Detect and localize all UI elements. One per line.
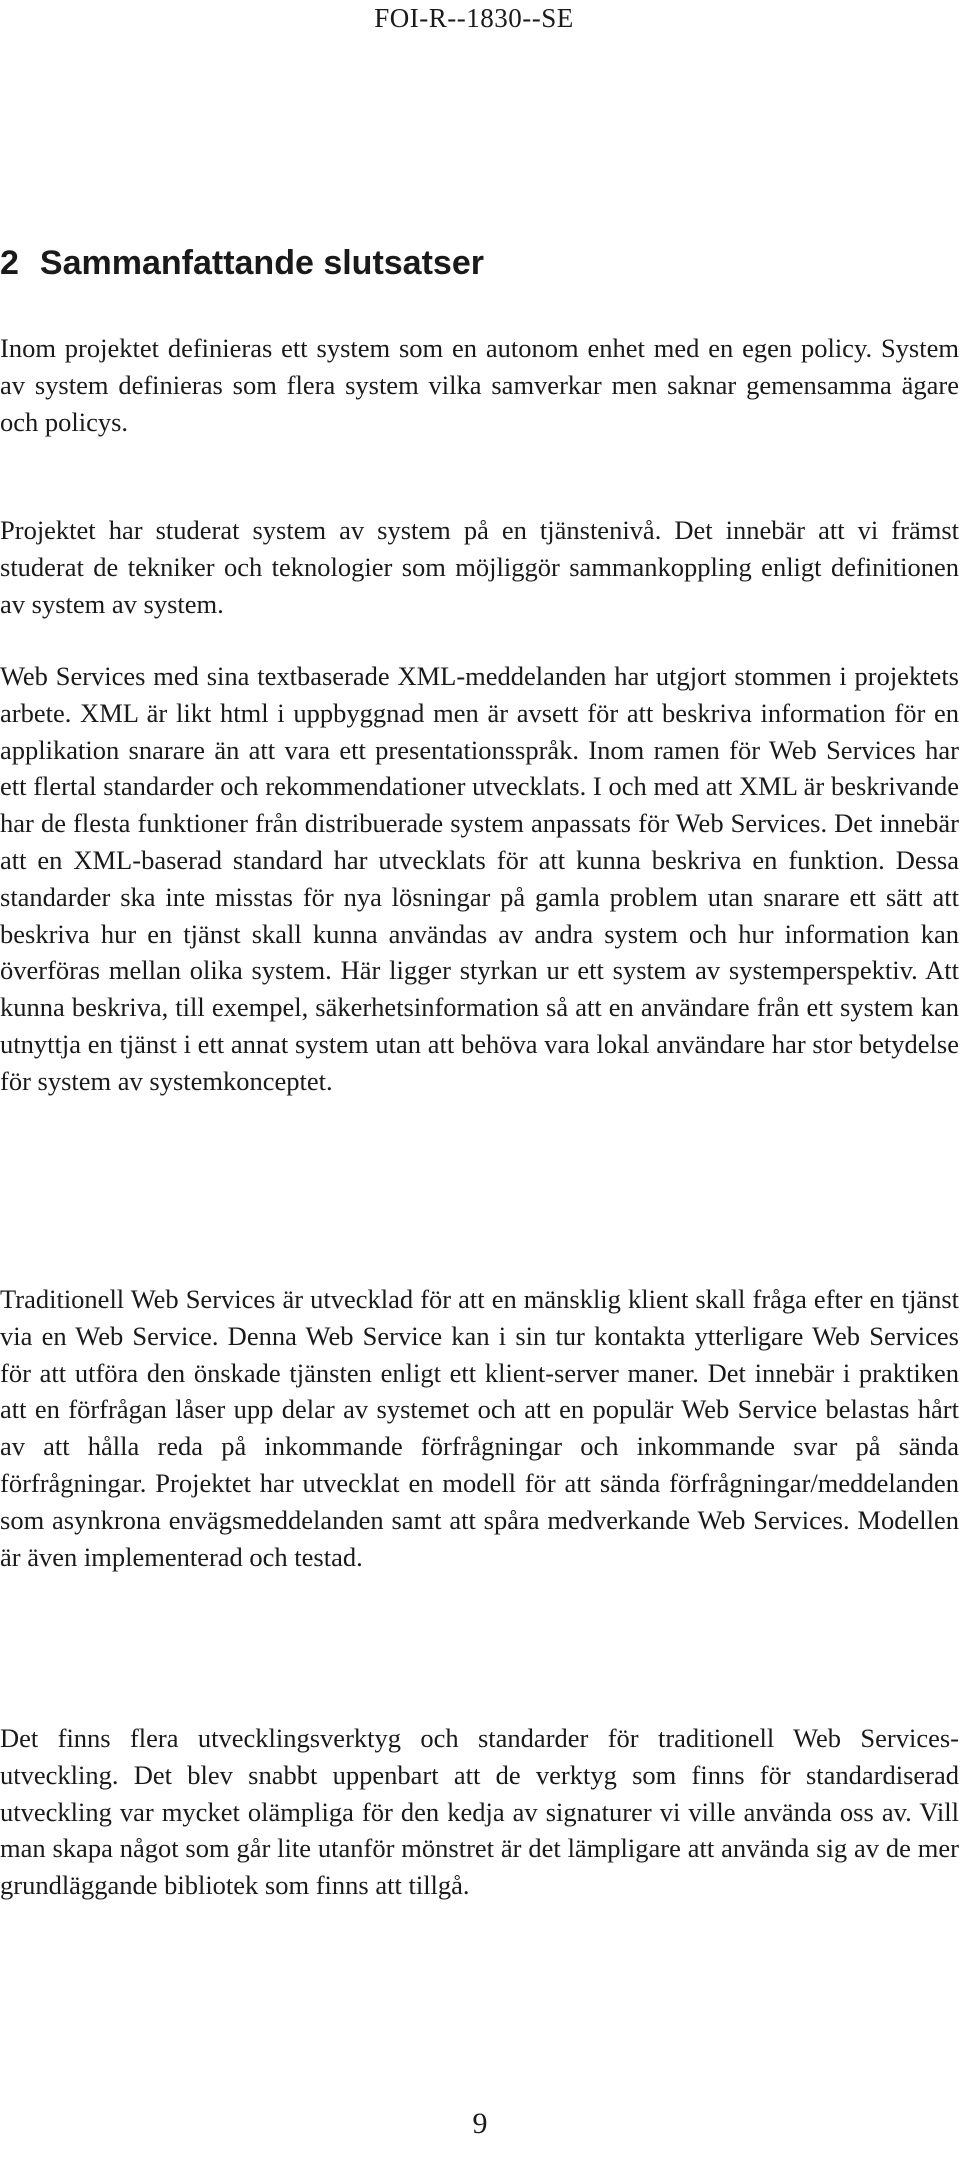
page-number: 9 <box>472 2107 488 2140</box>
section-number: 2 <box>0 244 19 282</box>
body-paragraph: Det finns flera utvecklingsverktyg och standarder för traditionell Web Services-utveckling. Det blev snabbt uppenbart att de verktyg som finns för standardiserad utveckling var mycket olämpliga för den kedja av signaturer vi ville använda oss av. Vill man skapa något som går lite utanför mönstret är det lämpligare att använda sig av de mer grundläggande bibliotek som finns att tillgå. <box>0 1723 959 1901</box>
report-id: FOI-R--1830--SE <box>374 3 574 33</box>
page-header <box>0 0 960 36</box>
section-heading <box>0 243 484 283</box>
body-paragraph: Projektet har studerat system av system på en tjänstenivå. Det innebär att vi främst studerat de tekniker och teknologier som möjliggör sammankoppling enligt definitionen av system av system. <box>0 515 959 619</box>
body-paragraph: Web Services med sina textbaserade XML-meddelanden har utgjort stommen i projektets arbete. XML är likt html i uppbyggnad men är avsett för att beskriva information för en applikation snarare än att vara ett presentationsspråk. Inom ramen för Web Services har ett flertal standarder och rekommendationer utvecklats. I och med att XML är beskrivande har de flesta funktioner från distribuerade system anpassats för Web Services. Det innebär att en XML-baserad standard har utvecklats för att kunna beskriva en funktion. Dessa standarder ska inte misstas för nya lösningar på gamla problem utan snarare ett sätt att beskriva hur en tjänst skall kunna användas av andra system och hur information kan överföras mellan olika system. Här ligger styrkan ur ett system av systemperspektiv. Att kunna beskriva, till exempel, säkerhetsinformation så att en användare från ett system kan utnyttja en tjänst i ett annat system utan att behöva vara lokal användare har stor betydelse för system av systemkonceptet. <box>0 661 959 1096</box>
section-title: Sammanfattande slutsatser <box>39 244 484 282</box>
body-paragraph: Inom projektet definieras ett system som en autonom enhet med en egen policy. System av system definieras som flera system vilka samverkar men saknar gemensamma ägare och policys. <box>0 333 959 437</box>
body-paragraph: Traditionell Web Services är utvecklad för att en mänsklig klient skall fråga efter en tjänst via en Web Service. Denna Web Service kan i sin tur kontakta ytterligare Web Services för att utföra den önskade tjänsten enligt ett klient-server maner. Det innebär i praktiken att en förfrågan låser upp delar av systemet och att en populär Web Service belastas hårt av att hålla reda på inkommande förfrågningar och inkommande svar på sända förfrågningar. Projektet har utvecklat en modell för att sända förfrågningar/meddelanden som asynkrona envägsmeddelanden samt att spåra medverkande Web Services. Modellen är även implementerad och testad. <box>0 1284 959 1572</box>
